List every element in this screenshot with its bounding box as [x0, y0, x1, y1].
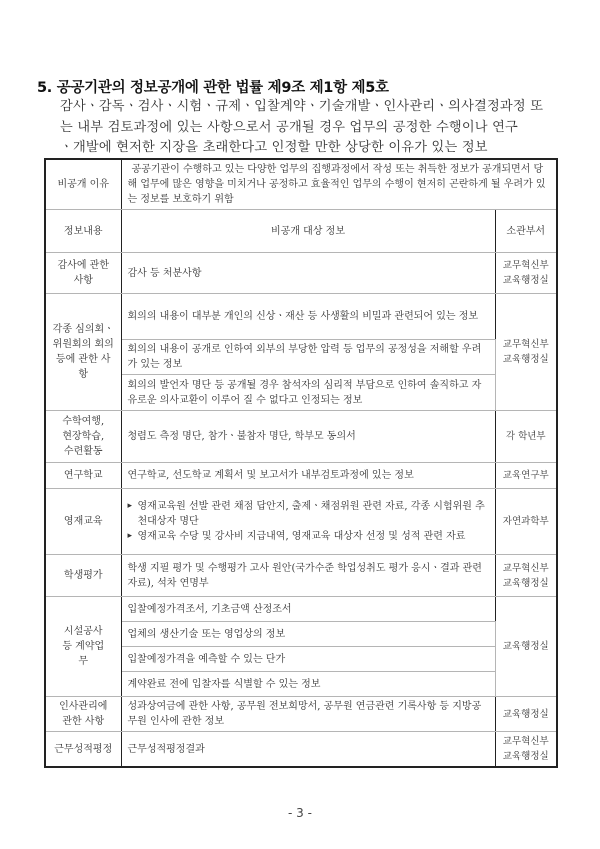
row-dept: 각 학년부	[495, 411, 557, 463]
page-number: - 3 -	[288, 806, 312, 820]
row-label: 각종 심의회ㆍ위원회의 회의 등에 관한 사항	[45, 294, 121, 411]
table-row	[45, 697, 557, 732]
row-item: 입찰예정가격을 예측할 수 있는 단가	[121, 647, 495, 672]
reason-label: 비공개 이유	[45, 159, 121, 210]
section-heading: 5. 공공기관의 정보공개에 관한 법률 제9조 제1항 제5호	[37, 80, 389, 96]
row-dept: 교육연구부	[495, 463, 557, 489]
table-subrow	[45, 340, 557, 375]
table-row	[45, 463, 557, 489]
table-row	[45, 294, 557, 340]
table-row	[45, 597, 557, 622]
intro-line: 감사ㆍ감독ㆍ검사ㆍ시험ㆍ규제ㆍ입찰계약ㆍ기술개발ㆍ인사관리ㆍ의사결정과정 또	[60, 99, 544, 114]
row-label: 인사관리에 관한 사항	[45, 697, 121, 732]
row-label: 영재교육	[45, 489, 121, 555]
row-item: 회의의 발언자 명단 등 공개될 경우 참석자의 심리적 부담으로 인하여 솔직하고 자유로운 의사교환이 이루어 질 수 없다고 인정되는 정보	[121, 375, 495, 411]
row-dept: 교무혁신부 교육행정실	[495, 555, 557, 597]
row-items	[121, 489, 495, 555]
table-subrow	[45, 672, 557, 697]
row-item: 감사 등 처분사항	[121, 253, 495, 294]
row-dept: 교육행정실	[495, 597, 557, 697]
table-row	[45, 411, 557, 463]
col-header-content: 정보내용	[45, 210, 121, 253]
col-header-target: 비공개 대상 정보	[121, 210, 495, 253]
bullet-item: ▸ 영재교육 수당 및 강사비 지급내역, 영재교육 대상자 선정 및 성적 관련 자료	[128, 529, 489, 544]
row-item: 연구학교, 선도학교 계획서 및 보고서가 내부검토과정에 있는 정보	[121, 463, 495, 489]
table-subrow	[45, 375, 557, 411]
row-item: 회의의 내용이 대부분 개인의 신상ㆍ재산 등 사생활의 비밀과 관련되어 있는 정보	[121, 294, 495, 340]
table-row	[45, 253, 557, 294]
row-dept: 교무혁신부 교육행정실	[495, 294, 557, 411]
intro-line: 는 내부 검토과정에 있는 사항으로서 공개될 경우 업무의 공정한 수행이나 연구	[60, 119, 518, 135]
bullet-item: ▸ 영재교육원 선발 관련 채점 답안지, 출제ㆍ채점위원 관련 자료, 각종 시험위원 추천대상자 명단	[128, 499, 489, 529]
row-item: 입찰예정가격조서, 기초금액 산정조서	[121, 597, 495, 622]
row-item: 업체의 생산기술 또는 영업상의 정보	[121, 622, 495, 647]
row-dept: 교무혁신부 교육행정실	[495, 253, 557, 294]
intro-line: ㆍ개발에 현저한 지장을 초래한다고 인정할 만한 상당한 이유가 있는 정보	[60, 140, 488, 155]
table-row	[45, 489, 557, 555]
table-row	[45, 555, 557, 597]
section-intro	[60, 97, 555, 159]
row-label: 시설공사 등 계약업무	[45, 597, 121, 697]
row-item: 계약완료 전에 입찰자를 식별할 수 있는 정보	[121, 672, 495, 697]
table-header-row	[45, 210, 557, 253]
table-subrow	[45, 622, 557, 647]
table-row	[45, 732, 557, 768]
col-header-dept: 소관부서	[495, 210, 557, 253]
reason-text: 공공기관이 수행하고 있는 다양한 업무의 집행과정에서 작성 또는 취득한 정보가 공개되면서 당해 업무에 많은 영향을 미치거나 공정하고 효율적인 업무의 수행이 현저히 곤란하게 될 우려가 있는 정보를 보호하기 위함	[121, 159, 557, 210]
row-dept: 교무혁신부 교육행정실	[495, 732, 557, 768]
table-subrow	[45, 647, 557, 672]
row-item: 학생 지필 평가 및 수행평가 고사 원안(국가수준 학업성취도 평가 응시ㆍ결과 관련 자료), 석차 연명부	[121, 555, 495, 597]
row-label: 수학여행, 현장학습, 수련활동	[45, 411, 121, 463]
row-item: 근무성적평정결과	[121, 732, 495, 768]
nondisclosure-table	[44, 158, 558, 768]
reason-row	[45, 159, 557, 210]
row-item: 성과상여금에 관한 사항, 공무원 전보희망서, 공무원 연금관련 기록사항 등 지방공무원 인사에 관한 정보	[121, 697, 495, 732]
row-dept: 교육행정실	[495, 697, 557, 732]
row-dept: 자연과학부	[495, 489, 557, 555]
row-item: 청렴도 측정 명단, 참가ㆍ불참자 명단, 학부모 동의서	[121, 411, 495, 463]
row-label: 근무성적평정	[45, 732, 121, 768]
row-label: 감사에 관한 사항	[45, 253, 121, 294]
row-item: 회의의 내용이 공개로 인하여 외부의 부당한 압력 등 업무의 공정성을 저해할 우려가 있는 정보	[121, 340, 495, 375]
row-label: 연구학교	[45, 463, 121, 489]
row-label: 학생평가	[45, 555, 121, 597]
